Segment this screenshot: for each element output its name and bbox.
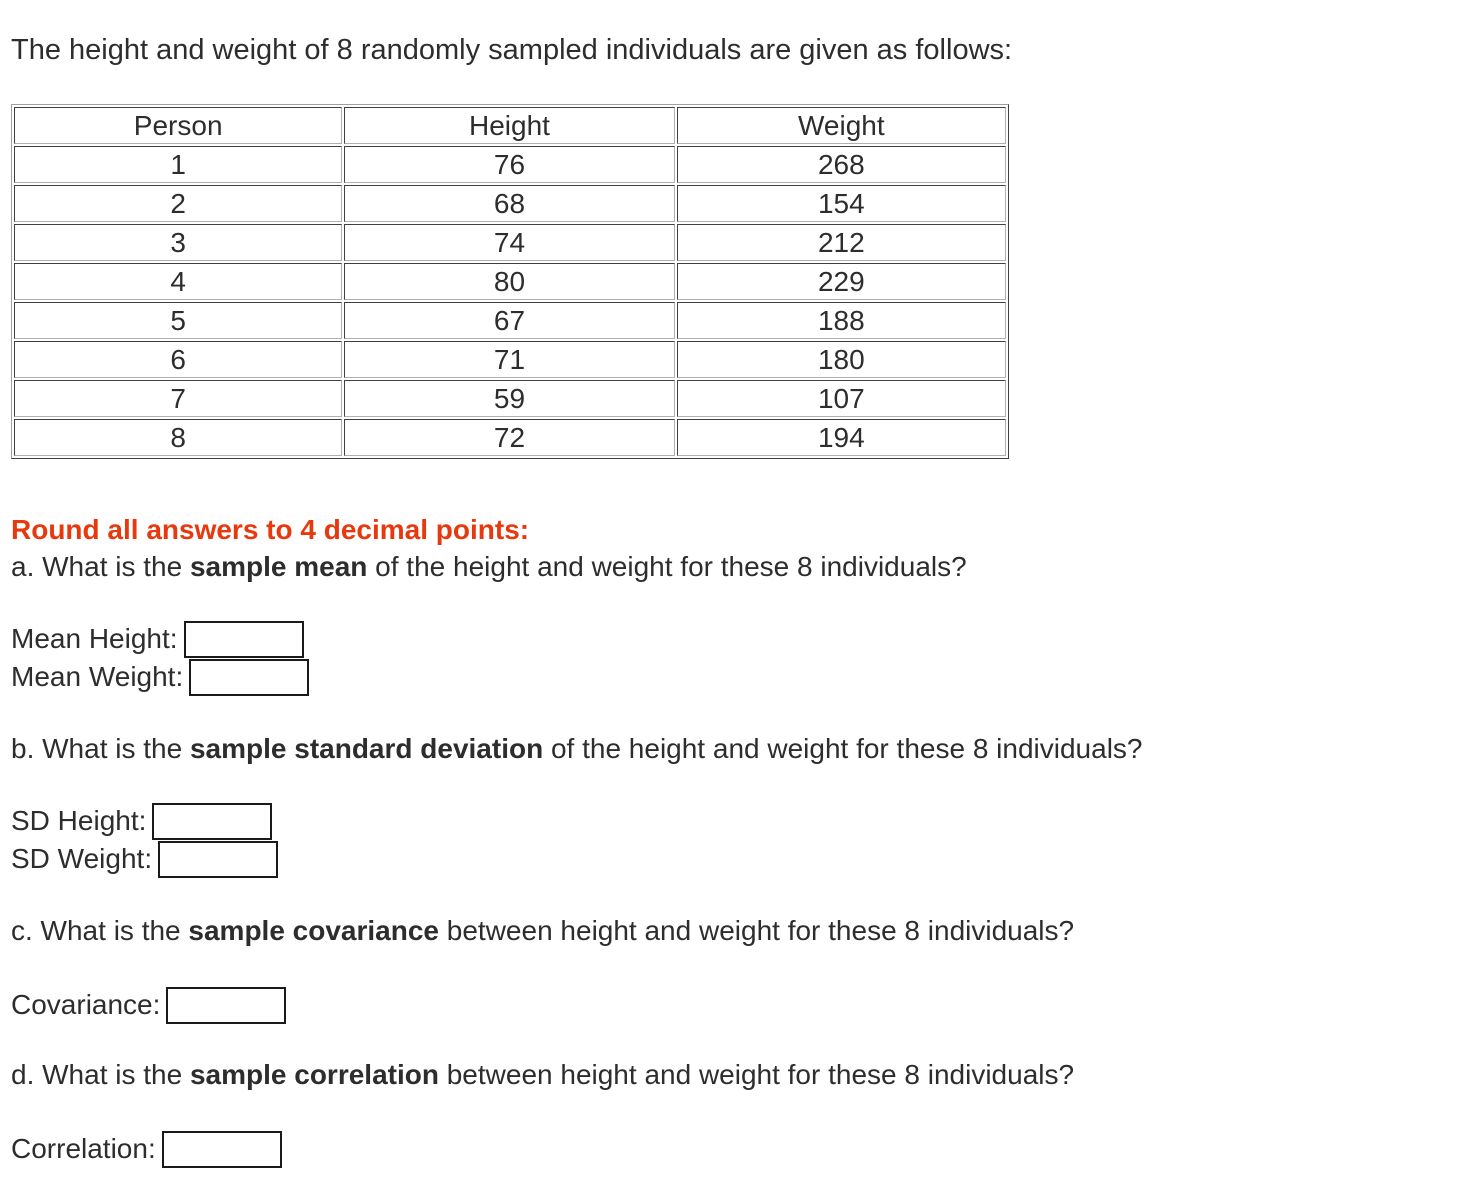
question-a	[11, 548, 967, 586]
header-height: Height	[344, 107, 674, 144]
sd-height-input[interactable]	[152, 803, 272, 840]
table-row	[14, 341, 1006, 378]
question-c	[11, 912, 1074, 950]
problem-intro: The height and weight of 8 randomly sampled individuals are given as follows:	[11, 34, 1013, 66]
cell-height: 71	[344, 341, 674, 378]
mean-weight-row	[11, 658, 309, 696]
cell-person: 6	[14, 341, 342, 378]
cell-weight: 212	[677, 224, 1006, 261]
question-d	[11, 1056, 1074, 1094]
table-row	[14, 302, 1006, 339]
cell-weight: 107	[677, 380, 1006, 417]
question-b-prefix: b. What is the	[11, 733, 190, 764]
question-b-suffix: of the height and weight for these 8 individuals?	[543, 733, 1143, 764]
sd-weight-input[interactable]	[158, 841, 278, 878]
mean-height-input[interactable]	[184, 621, 304, 658]
cell-person: 3	[14, 224, 342, 261]
table-row	[14, 146, 1006, 183]
cell-person: 1	[14, 146, 342, 183]
question-d-keyword: sample correlation	[189, 1059, 439, 1090]
cell-person: 7	[14, 380, 342, 417]
cell-height: 68	[344, 185, 674, 222]
cell-person: 4	[14, 263, 342, 300]
cell-person: 5	[14, 302, 342, 339]
table-row	[14, 263, 1006, 300]
table-row	[14, 224, 1006, 261]
cell-height: 59	[344, 380, 674, 417]
correlation-row	[11, 1130, 282, 1168]
question-c-prefix: c. What is the	[11, 915, 189, 946]
header-person: Person	[14, 107, 342, 144]
question-c-keyword: sample covariance	[188, 915, 439, 946]
sd-height-row	[11, 802, 272, 840]
covariance-input[interactable]	[166, 987, 286, 1024]
cell-weight: 194	[677, 419, 1006, 456]
covariance-row	[11, 986, 286, 1024]
cell-weight: 180	[677, 341, 1006, 378]
cell-weight: 268	[677, 146, 1006, 183]
correlation-input[interactable]	[162, 1131, 282, 1168]
covariance-label: Covariance:	[11, 989, 161, 1020]
cell-height: 80	[344, 263, 674, 300]
table-row	[14, 419, 1006, 456]
question-b-keyword: sample standard deviation	[189, 733, 544, 764]
correlation-label: Correlation:	[11, 1133, 156, 1164]
cell-weight: 188	[677, 302, 1006, 339]
sd-weight-label: SD Weight:	[11, 843, 153, 874]
data-table	[11, 104, 1009, 459]
question-c-suffix: between height and weight for these 8 individuals?	[439, 915, 1075, 946]
cell-weight: 154	[677, 185, 1006, 222]
question-a-keyword: sample mean	[189, 551, 368, 582]
mean-weight-label: Mean Weight:	[11, 661, 184, 692]
question-b	[11, 730, 1142, 768]
table-header-row	[14, 107, 1006, 144]
table-row	[14, 185, 1006, 222]
cell-person: 8	[14, 419, 342, 456]
cell-height: 72	[344, 419, 674, 456]
mean-weight-input[interactable]	[189, 659, 309, 696]
question-d-suffix: between height and weight for these 8 individuals?	[438, 1059, 1075, 1090]
mean-height-row	[11, 620, 304, 658]
table-row	[14, 380, 1006, 417]
header-weight: Weight	[677, 107, 1006, 144]
cell-height: 76	[344, 146, 674, 183]
question-a-suffix: of the height and weight for these 8 individuals?	[367, 551, 967, 582]
cell-weight: 229	[677, 263, 1006, 300]
cell-height: 67	[344, 302, 674, 339]
question-a-prefix: a. What is the	[11, 551, 190, 582]
mean-height-label: Mean Height:	[11, 623, 178, 654]
cell-person: 2	[14, 185, 342, 222]
question-d-prefix: d. What is the	[11, 1059, 190, 1090]
rounding-instruction: Round all answers to 4 decimal points:	[11, 514, 530, 545]
sd-height-label: SD Height:	[11, 805, 147, 836]
sd-weight-row	[11, 840, 278, 878]
cell-height: 74	[344, 224, 674, 261]
